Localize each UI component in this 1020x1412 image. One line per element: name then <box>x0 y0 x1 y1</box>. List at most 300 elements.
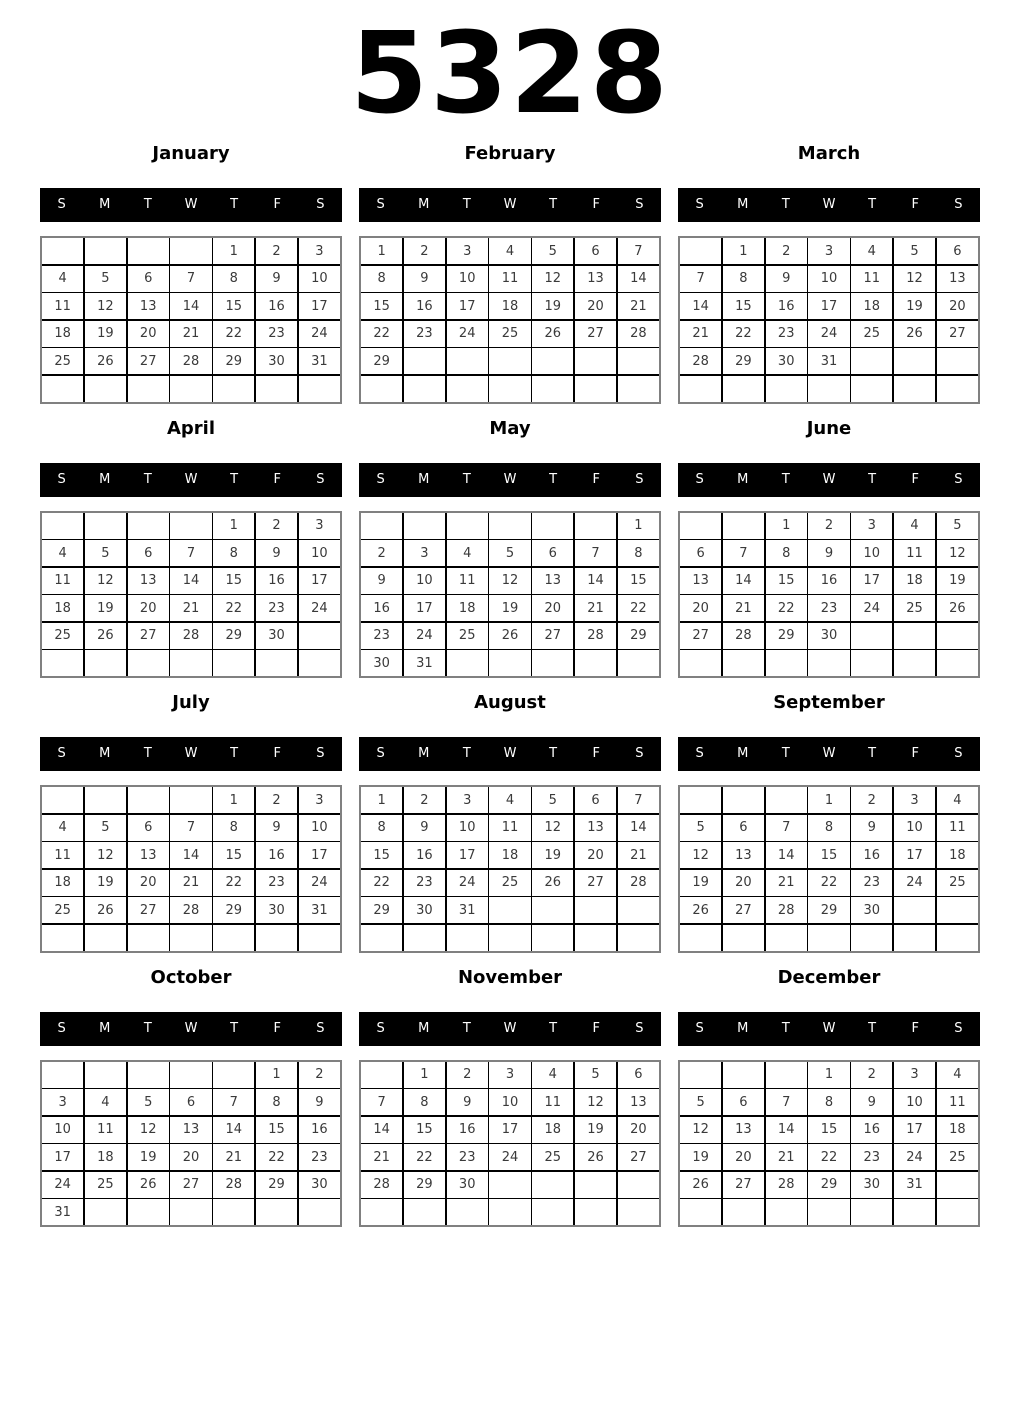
weekday-label: S <box>316 197 325 212</box>
day-cell: 27 <box>532 623 573 649</box>
empty-day-cell <box>85 1062 126 1088</box>
day-cell: 16 <box>447 1117 488 1143</box>
day-cell: 12 <box>575 1089 616 1115</box>
weekday-label: F <box>911 197 920 212</box>
day-cell: 2 <box>851 787 892 813</box>
day-cell: 8 <box>766 540 807 566</box>
weekday-label: F <box>273 471 282 487</box>
empty-day-cell <box>723 513 764 539</box>
weekday-label: T <box>781 471 790 487</box>
day-cell: 4 <box>851 238 892 264</box>
day-grid <box>678 511 980 679</box>
day-cell: 25 <box>532 1144 573 1170</box>
weekday-label: M <box>418 746 430 761</box>
weekday-label: F <box>273 746 282 761</box>
empty-day-cell <box>447 1199 488 1225</box>
empty-day-cell <box>489 513 530 539</box>
weekday-label: S <box>635 1020 644 1036</box>
weekday-label: S <box>376 197 385 212</box>
empty-day-cell <box>42 513 83 539</box>
day-cell: 5 <box>85 815 126 841</box>
day-cell: 18 <box>894 568 935 594</box>
day-cell: 3 <box>808 238 849 264</box>
empty-day-cell <box>808 376 849 402</box>
day-cell: 16 <box>256 568 297 594</box>
day-cell: 9 <box>808 540 849 566</box>
weekday-header-row <box>678 1012 980 1046</box>
day-cell: 22 <box>213 595 254 621</box>
empty-day-cell <box>894 348 935 374</box>
weekday-label: T <box>868 197 877 212</box>
day-cell: 19 <box>85 321 126 347</box>
empty-day-cell <box>937 348 978 374</box>
day-cell: 27 <box>128 348 169 374</box>
day-cell: 12 <box>532 815 573 841</box>
empty-day-cell <box>85 513 126 539</box>
day-cell: 17 <box>808 293 849 319</box>
empty-day-cell <box>489 348 530 374</box>
day-cell: 27 <box>723 897 764 923</box>
day-cell: 26 <box>894 321 935 347</box>
day-cell: 30 <box>404 897 445 923</box>
day-cell: 3 <box>404 540 445 566</box>
day-cell: 15 <box>808 842 849 868</box>
day-cell: 6 <box>618 1062 659 1088</box>
weekday-label: T <box>781 197 790 212</box>
month-may <box>359 417 661 679</box>
day-cell: 19 <box>680 1144 721 1170</box>
weekday-label: T <box>143 746 152 761</box>
empty-day-cell <box>937 1172 978 1198</box>
day-cell: 12 <box>489 568 530 594</box>
day-cell: 22 <box>404 1144 445 1170</box>
empty-day-cell <box>170 1199 211 1225</box>
day-cell: 6 <box>937 238 978 264</box>
day-cell: 15 <box>766 568 807 594</box>
day-cell: 11 <box>937 815 978 841</box>
empty-day-cell <box>937 376 978 402</box>
day-cell: 17 <box>894 1117 935 1143</box>
day-cell: 4 <box>447 540 488 566</box>
day-cell: 22 <box>213 870 254 896</box>
day-cell: 6 <box>170 1089 211 1115</box>
empty-day-cell <box>170 238 211 264</box>
day-cell: 10 <box>851 540 892 566</box>
weekday-label: W <box>184 471 198 487</box>
day-cell: 27 <box>128 897 169 923</box>
day-cell: 27 <box>723 1172 764 1198</box>
day-cell: 21 <box>170 595 211 621</box>
day-cell: 2 <box>808 513 849 539</box>
day-cell: 9 <box>404 815 445 841</box>
day-cell: 19 <box>532 293 573 319</box>
day-cell: 27 <box>575 321 616 347</box>
day-cell: 9 <box>851 1089 892 1115</box>
day-cell: 14 <box>766 1117 807 1143</box>
day-cell: 21 <box>618 293 659 319</box>
day-cell: 10 <box>299 540 340 566</box>
day-cell: 4 <box>937 787 978 813</box>
day-cell: 6 <box>532 540 573 566</box>
day-cell: 9 <box>361 568 402 594</box>
day-cell: 30 <box>299 1172 340 1198</box>
empty-day-cell <box>575 925 616 951</box>
day-cell: 24 <box>299 870 340 896</box>
weekday-label: W <box>822 1020 836 1036</box>
day-cell: 19 <box>128 1144 169 1170</box>
day-cell: 13 <box>575 815 616 841</box>
day-cell: 29 <box>361 897 402 923</box>
weekday-label: T <box>462 471 471 487</box>
day-cell: 24 <box>851 595 892 621</box>
day-cell: 12 <box>894 266 935 292</box>
day-cell: 8 <box>361 266 402 292</box>
day-cell: 4 <box>489 238 530 264</box>
day-cell: 28 <box>213 1172 254 1198</box>
day-cell: 21 <box>361 1144 402 1170</box>
weekday-label: T <box>462 746 471 761</box>
day-cell: 23 <box>808 595 849 621</box>
day-cell: 15 <box>256 1117 297 1143</box>
day-cell: 10 <box>447 815 488 841</box>
day-grid <box>40 785 342 953</box>
day-cell: 16 <box>851 1117 892 1143</box>
weekday-label: F <box>911 746 920 761</box>
day-cell: 3 <box>894 787 935 813</box>
empty-day-cell <box>808 1199 849 1225</box>
day-cell: 5 <box>937 513 978 539</box>
empty-day-cell <box>766 376 807 402</box>
day-cell: 2 <box>256 513 297 539</box>
day-cell: 12 <box>680 842 721 868</box>
day-cell: 7 <box>680 266 721 292</box>
day-cell: 26 <box>85 623 126 649</box>
day-cell: 14 <box>618 266 659 292</box>
day-cell: 31 <box>808 348 849 374</box>
weekday-label: S <box>695 1020 704 1036</box>
empty-day-cell <box>532 1172 573 1198</box>
weekday-label: T <box>143 1020 152 1036</box>
empty-day-cell <box>489 1199 530 1225</box>
day-cell: 13 <box>128 293 169 319</box>
empty-day-cell <box>766 1199 807 1225</box>
weekday-label: M <box>99 471 111 487</box>
weekday-label: S <box>635 471 644 487</box>
day-cell: 8 <box>808 1089 849 1115</box>
day-cell: 12 <box>85 568 126 594</box>
day-cell: 7 <box>723 540 764 566</box>
day-cell: 10 <box>894 815 935 841</box>
day-cell: 3 <box>299 513 340 539</box>
day-cell: 7 <box>170 540 211 566</box>
day-cell: 27 <box>618 1144 659 1170</box>
empty-day-cell <box>723 1199 764 1225</box>
day-cell: 5 <box>489 540 530 566</box>
weekday-label: F <box>273 1020 282 1036</box>
day-cell: 27 <box>170 1172 211 1198</box>
day-cell: 18 <box>851 293 892 319</box>
day-cell: 25 <box>85 1172 126 1198</box>
day-cell: 5 <box>532 787 573 813</box>
day-cell: 19 <box>937 568 978 594</box>
month-title: October <box>150 966 232 988</box>
weekday-label: T <box>230 1020 239 1036</box>
weekday-header-row <box>678 463 980 497</box>
day-cell: 13 <box>937 266 978 292</box>
day-grid <box>359 236 661 404</box>
day-cell: 28 <box>170 623 211 649</box>
day-cell: 19 <box>894 293 935 319</box>
day-cell: 3 <box>851 513 892 539</box>
day-cell: 14 <box>170 568 211 594</box>
empty-day-cell <box>766 1062 807 1088</box>
weekday-label: F <box>592 471 601 487</box>
day-cell: 1 <box>808 1062 849 1088</box>
month-title: January <box>152 143 230 164</box>
empty-day-cell <box>575 513 616 539</box>
day-cell: 25 <box>489 870 530 896</box>
day-cell: 15 <box>723 293 764 319</box>
day-cell: 5 <box>532 238 573 264</box>
empty-day-cell <box>361 376 402 402</box>
weekday-label: T <box>549 746 558 761</box>
day-cell: 7 <box>213 1089 254 1115</box>
empty-day-cell <box>128 650 169 676</box>
day-cell: 2 <box>404 787 445 813</box>
day-cell: 17 <box>299 293 340 319</box>
empty-day-cell <box>851 925 892 951</box>
empty-day-cell <box>170 650 211 676</box>
day-cell: 16 <box>404 842 445 868</box>
weekday-label: W <box>184 1020 198 1036</box>
weekday-header-row <box>359 1012 661 1046</box>
day-cell: 27 <box>680 623 721 649</box>
day-cell: 25 <box>42 897 83 923</box>
day-cell: 28 <box>170 348 211 374</box>
day-cell: 10 <box>489 1089 530 1115</box>
day-cell: 21 <box>723 595 764 621</box>
day-cell: 20 <box>937 293 978 319</box>
day-cell: 9 <box>766 266 807 292</box>
empty-day-cell <box>85 1199 126 1225</box>
day-cell: 24 <box>299 321 340 347</box>
empty-day-cell <box>618 1172 659 1198</box>
day-cell: 23 <box>256 595 297 621</box>
day-cell: 30 <box>851 1172 892 1198</box>
empty-day-cell <box>128 925 169 951</box>
empty-day-cell <box>489 925 530 951</box>
day-cell: 2 <box>299 1062 340 1088</box>
day-cell: 5 <box>85 540 126 566</box>
day-cell: 11 <box>42 293 83 319</box>
day-cell: 30 <box>447 1172 488 1198</box>
empty-day-cell <box>937 925 978 951</box>
day-cell: 20 <box>128 595 169 621</box>
day-cell: 24 <box>447 321 488 347</box>
month-title: June <box>806 417 852 439</box>
day-cell: 19 <box>85 870 126 896</box>
weekday-label: T <box>230 471 239 487</box>
day-cell: 13 <box>680 568 721 594</box>
day-cell: 6 <box>575 787 616 813</box>
day-cell: 7 <box>170 266 211 292</box>
weekday-label: S <box>316 471 325 487</box>
day-cell: 13 <box>723 842 764 868</box>
day-cell: 28 <box>723 623 764 649</box>
day-cell: 2 <box>447 1062 488 1088</box>
weekday-label: W <box>822 471 836 487</box>
empty-day-cell <box>894 925 935 951</box>
day-cell: 26 <box>532 321 573 347</box>
day-cell: 26 <box>489 623 530 649</box>
day-cell: 2 <box>766 238 807 264</box>
empty-day-cell <box>256 1199 297 1225</box>
weekday-header-row <box>359 463 661 497</box>
day-cell: 15 <box>213 293 254 319</box>
weekday-header-row <box>40 463 342 497</box>
empty-day-cell <box>42 238 83 264</box>
day-cell: 1 <box>361 238 402 264</box>
day-cell: 19 <box>489 595 530 621</box>
weekday-label: S <box>954 197 963 212</box>
empty-day-cell <box>723 925 764 951</box>
day-cell: 28 <box>680 348 721 374</box>
day-cell: 8 <box>256 1089 297 1115</box>
day-cell: 20 <box>532 595 573 621</box>
day-cell: 23 <box>447 1144 488 1170</box>
empty-day-cell <box>937 623 978 649</box>
empty-day-cell <box>85 376 126 402</box>
day-cell: 19 <box>680 870 721 896</box>
day-cell: 15 <box>213 568 254 594</box>
day-cell: 29 <box>766 623 807 649</box>
weekday-label: F <box>592 1020 601 1036</box>
empty-day-cell <box>489 650 530 676</box>
day-cell: 2 <box>256 238 297 264</box>
weekday-label: M <box>418 471 430 487</box>
day-cell: 19 <box>575 1117 616 1143</box>
weekday-header-row <box>40 737 342 771</box>
day-cell: 5 <box>85 266 126 292</box>
day-cell: 12 <box>680 1117 721 1143</box>
day-cell: 18 <box>42 870 83 896</box>
empty-day-cell <box>128 513 169 539</box>
weekday-label: T <box>143 471 152 487</box>
day-cell: 4 <box>42 540 83 566</box>
day-cell: 23 <box>256 321 297 347</box>
empty-day-cell <box>404 513 445 539</box>
empty-day-cell <box>256 925 297 951</box>
day-grid <box>359 511 661 679</box>
weekday-label: T <box>549 1020 558 1036</box>
day-cell: 2 <box>851 1062 892 1088</box>
day-cell: 1 <box>256 1062 297 1088</box>
day-cell: 4 <box>937 1062 978 1088</box>
empty-day-cell <box>851 650 892 676</box>
day-cell: 22 <box>723 321 764 347</box>
day-cell: 10 <box>299 815 340 841</box>
empty-day-cell <box>575 348 616 374</box>
empty-day-cell <box>213 376 254 402</box>
weekday-label: T <box>462 197 471 212</box>
month-title: April <box>166 417 216 439</box>
empty-day-cell <box>766 787 807 813</box>
weekday-label: S <box>695 471 704 487</box>
day-cell: 29 <box>723 348 764 374</box>
day-cell: 20 <box>618 1117 659 1143</box>
month-title: March <box>797 143 861 164</box>
empty-day-cell <box>170 925 211 951</box>
empty-day-cell <box>894 897 935 923</box>
empty-day-cell <box>447 650 488 676</box>
day-cell: 20 <box>723 870 764 896</box>
day-cell: 31 <box>42 1199 83 1225</box>
empty-day-cell <box>42 925 83 951</box>
day-cell: 7 <box>766 1089 807 1115</box>
day-cell: 11 <box>85 1117 126 1143</box>
day-cell: 23 <box>851 1144 892 1170</box>
weekday-label: S <box>316 1020 325 1036</box>
weekday-label: S <box>57 197 66 212</box>
day-cell: 31 <box>299 897 340 923</box>
day-cell: 24 <box>489 1144 530 1170</box>
day-cell: 5 <box>894 238 935 264</box>
weekday-label: S <box>954 471 963 487</box>
weekday-label: W <box>184 746 198 761</box>
day-cell: 1 <box>808 787 849 813</box>
empty-day-cell <box>851 348 892 374</box>
empty-day-cell <box>618 925 659 951</box>
empty-day-cell <box>404 1199 445 1225</box>
day-grid <box>40 236 342 404</box>
day-cell: 7 <box>618 787 659 813</box>
day-cell: 31 <box>404 650 445 676</box>
day-cell: 17 <box>404 595 445 621</box>
day-cell: 14 <box>723 568 764 594</box>
empty-day-cell <box>680 376 721 402</box>
weekday-label: F <box>592 746 601 761</box>
empty-day-cell <box>128 1199 169 1225</box>
month-november <box>359 966 661 1228</box>
day-cell: 14 <box>766 842 807 868</box>
day-cell: 27 <box>128 623 169 649</box>
day-cell: 8 <box>213 815 254 841</box>
weekday-header-row <box>40 1012 342 1046</box>
empty-day-cell <box>361 925 402 951</box>
empty-day-cell <box>851 623 892 649</box>
day-cell: 3 <box>894 1062 935 1088</box>
weekday-label: T <box>549 471 558 487</box>
month-december <box>678 966 980 1228</box>
weekday-header-row <box>678 737 980 771</box>
day-cell: 22 <box>618 595 659 621</box>
empty-day-cell <box>894 623 935 649</box>
day-cell: 24 <box>447 870 488 896</box>
day-cell: 1 <box>723 238 764 264</box>
day-cell: 27 <box>937 321 978 347</box>
day-cell: 4 <box>489 787 530 813</box>
empty-day-cell <box>299 925 340 951</box>
day-cell: 22 <box>361 870 402 896</box>
day-cell: 10 <box>808 266 849 292</box>
weekday-label: T <box>781 746 790 761</box>
day-cell: 4 <box>85 1089 126 1115</box>
day-cell: 13 <box>170 1117 211 1143</box>
day-cell: 11 <box>851 266 892 292</box>
weekday-label: F <box>911 1020 920 1036</box>
day-cell: 2 <box>256 787 297 813</box>
day-cell: 11 <box>489 266 530 292</box>
